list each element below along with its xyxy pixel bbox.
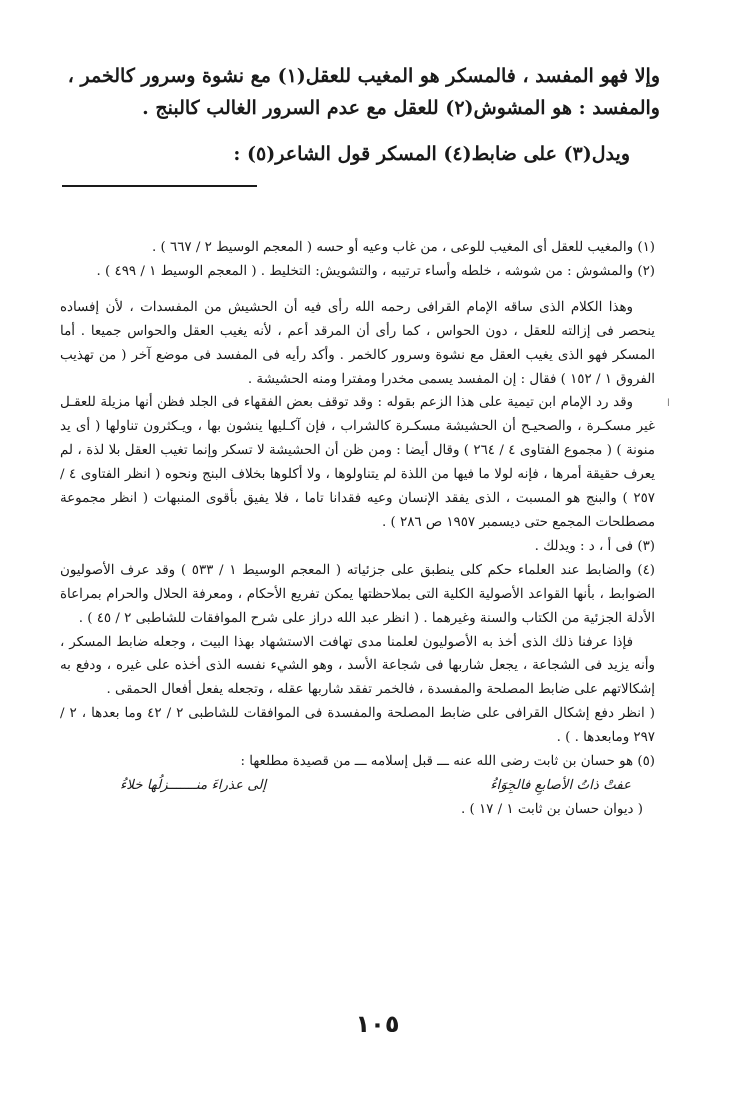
footnotes xyxy=(60,236,655,822)
main-text xyxy=(62,60,660,170)
footnote-5: (٥) هو حسان بن ثابت رضى الله عنه ـــ قبل إسلامه ـــ من قصيدة مطلعها : xyxy=(240,754,655,770)
footnote-3: (٣) فى أ ، د : ويدلك . xyxy=(534,538,655,554)
verse-second-hemistich: إلى عذراءَ منـــــــزلُها خلاءُ xyxy=(120,777,267,793)
main-line-2: والمفسد : هو المشوش(٢) للعقل مع عدم السرور الغالب كالبنج . xyxy=(142,97,660,119)
page-number: ١٠٥ xyxy=(355,1010,400,1038)
main-line-3: ويدل(٣) على ضابط(٤) المسكر قول الشاعر(٥) : xyxy=(233,143,630,165)
footnote-paragraph-usuliyyun: فإذا عرفنا ذلك الذى أخذ به الأصوليون لعلمنا مدى تهافت الاستشهاد بهذا البيت ، وجعله ضابط المسكر ، وأنه يزيد فى الشجاعة ، يجعل شاربها فى شجاعة الأسد ، وهو الشيء نفسه الذى أخذه على غيره ، ودفع به إشكالاتهم على ضابط المصلحة والمفسدة ، فالخمر تفقد شاربها عقله ، وتجعله يفعل أفعال الحمقى . xyxy=(60,634,655,698)
poetry-verse xyxy=(60,774,655,798)
footnote-paragraph-qarafi: وهذا الكلام الذى ساقه الإمام القرافى رحمه الله رأى فيه أن الحشيش من المفسدات ، لأن إفساده ينحصر فى إزالته للعقل ، دون الحواس ، كما رأى أن المرقد أعم ، لأنه يغيب العقل والحواس جميعا . أما المسكر فهو الذى يغيب العقل مع نشوة وسرور كالخمر . وأكد رأيه فى المفسد فى موضع آخر ( من تهذيب الفروق ١ / ١٥٢ ) فقال : إن المفسد يسمى مخدرا ومفترا ومنه الحشيشة . xyxy=(60,299,655,387)
footnote-paragraph-ibn-taymiyya: وقد رد الإمام ابن تيمية على هذا الزعم بقوله : وقد توقف بعض الفقهاء فى الجلد فظن أنها مزيلة للعقـل غير مسكـرة ، والصحيـح أن الحشيشة مسكـرة كالشراب ، فإن آكـليها ينشون بها ، ويـكثرون تناولها ( أى يد منونة ) ( مجموع الفتاوى ٤ / ٢٦٤ ) وقال أيضا : ومن ظن أن الحشيشة لا تسكر وإنما تغيب العقل بلا لذة ، لم يعرف حقيقة أمرها ، فإنه لولا ما فيها من اللذة لم يتناولوها ، ولا أكلوها بخلاف البنج ونحوه ( انظر الفتاوى ٤ / ٢٥٧ ) والبنج هو المسبت ، الذى يفقد الإنسان وعيه فقدانا تاما ، فلا يفيق بأقوى المنبهات ( انظر مجموعة مصطلحات المجمع حتى ديسمبر ١٩٥٧ ص ٢٨٦ ) . xyxy=(60,395,655,530)
footnote-4: (٤) والضابط عند العلماء حكم كلى ينطبق على جزئياته ( المعجم الوسيط ١ / ٥٣٣ ) وقد عرف الأصوليون الضوابط ، بأنها القواعد الأصولية الكلية التى بملاحظتها يمكن تفريع الأحكام ، ومعرفة الحلال والحرام بمراعاة الأدلة الجزئية من الكتاب والسنة وغيرهما . ( انظر عبد الله دراز على شرح الموافقات للشاطبى ٢ / ٤٥ ) . xyxy=(60,562,655,626)
verse-first-hemistich: عفتْ ذاتُ الأصابعِ فالجِوَاءُ xyxy=(490,777,631,793)
verse-source: ( ديوان حسان بن ثابت ١ / ١٧ ) . xyxy=(460,801,643,817)
footnote-2: (٢) والمشوش : من شوشه ، خلطه وأساء ترتيبه ، والتشويش: التخليط . ( المعجم الوسيط ١ / ٤٩٩ ) . xyxy=(96,263,655,279)
footnote-divider xyxy=(62,185,257,187)
margin-mark: ا xyxy=(667,398,670,409)
main-line-1: وإلا فهو المفسد ، فالمسكر هو المغيب للعقل(١) مع نشوة وسرور كالخمر ، xyxy=(67,65,660,87)
footnote-1: (١) والمغيب للعقل أى المغيب للوعى ، من غاب وعيه أو حسه ( المعجم الوسيط ٢ / ٦٦٧ ) . xyxy=(152,240,655,255)
footnote-paragraph-reference: ( انظر دفع إشكال القرافى على ضابط المصلحة والمفسدة فى الموافقات للشاطبى ٢ / ٤٢ وما بعدها ، ٢ / ٢٩٧ ومابعدها . ) . xyxy=(60,706,655,746)
